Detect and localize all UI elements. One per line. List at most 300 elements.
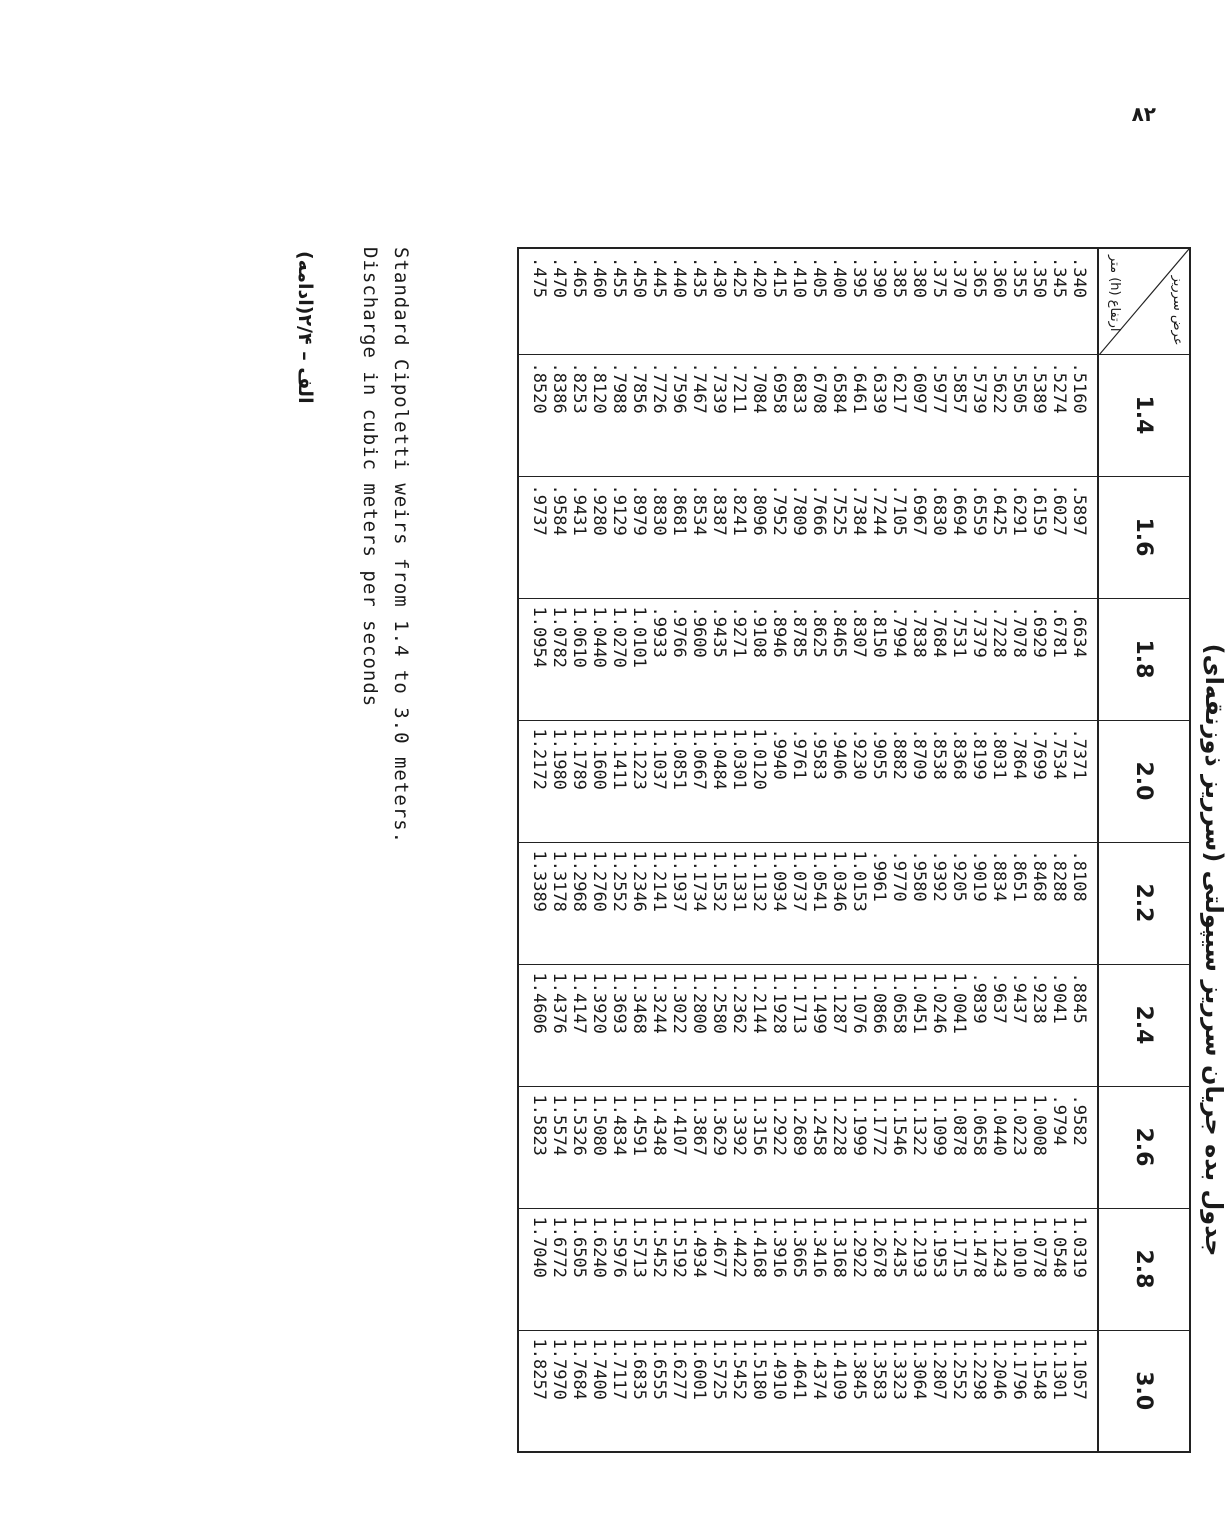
discharge-cell: .8307: [849, 598, 869, 720]
table-row: [889, 248, 909, 1452]
discharge-cell: 1.1243: [989, 1208, 1009, 1330]
discharge-cell: 1.0851: [669, 720, 689, 842]
table-row: [1049, 248, 1069, 1452]
discharge-cell: .9600: [689, 598, 709, 720]
table-row: [909, 248, 929, 1452]
discharge-cell: 1.1734: [689, 842, 709, 964]
discharge-cell: 1.5452: [729, 1330, 749, 1452]
discharge-cell: 1.0610: [569, 598, 589, 720]
discharge-cell: 1.1499: [809, 964, 829, 1086]
discharge-cell: .5897: [1069, 476, 1098, 598]
discharge-cell: 1.1478: [969, 1208, 989, 1330]
discharge-cell: 1.0667: [689, 720, 709, 842]
table-row: [669, 248, 689, 1452]
discharge-cell: 1.5326: [569, 1086, 589, 1208]
discharge-cell: 1.3168: [829, 1208, 849, 1330]
table-row: [789, 248, 809, 1452]
discharge-cell: 1.1010: [1009, 1208, 1029, 1330]
discharge-cell: .5274: [1049, 354, 1069, 476]
column-header: 1.4: [1098, 354, 1190, 476]
height-cell: .340: [1069, 248, 1098, 354]
discharge-cell: 1.4374: [809, 1330, 829, 1452]
discharge-cell: .7211: [729, 354, 749, 476]
discharge-cell: 1.1953: [929, 1208, 949, 1330]
discharge-cell: 1.2689: [789, 1086, 809, 1208]
table-row: [949, 248, 969, 1452]
discharge-cell: .8387: [709, 476, 729, 598]
table-row: [809, 248, 829, 1452]
discharge-cell: .6217: [889, 354, 909, 476]
discharge-cell: 1.0541: [809, 842, 829, 964]
discharge-cell: .7228: [989, 598, 1009, 720]
discharge-cell: 1.3693: [609, 964, 629, 1086]
discharge-cell: 1.3845: [849, 1330, 869, 1452]
discharge-cell: 1.4910: [769, 1330, 789, 1452]
discharge-cell: .8253: [569, 354, 589, 476]
discharge-cell: 1.2435: [889, 1208, 909, 1330]
discharge-cell: .7379: [969, 598, 989, 720]
table-row: [709, 248, 729, 1452]
column-header: 2.8: [1098, 1208, 1190, 1330]
discharge-cell: 1.3920: [589, 964, 609, 1086]
discharge-cell: 1.0101: [629, 598, 649, 720]
column-header: 2.6: [1098, 1086, 1190, 1208]
discharge-cell: .7531: [949, 598, 969, 720]
discharge-cell: 1.1715: [949, 1208, 969, 1330]
discharge-cell: 1.3416: [809, 1208, 829, 1330]
discharge-cell: .8108: [1069, 842, 1098, 964]
discharge-cell: 1.0041: [949, 964, 969, 1086]
discharge-cell: .9583: [809, 720, 829, 842]
discharge-cell: 1.6001: [689, 1330, 709, 1452]
column-header: 2.2: [1098, 842, 1190, 964]
discharge-cell: 1.0120: [749, 720, 769, 842]
discharge-cell: 1.2922: [769, 1086, 789, 1208]
discharge-cell: .5622: [989, 354, 1009, 476]
header-row: [1098, 248, 1190, 1452]
discharge-cell: 1.1928: [769, 964, 789, 1086]
discharge-cell: 1.2362: [729, 964, 749, 1086]
discharge-cell: .9737: [518, 476, 549, 598]
height-label: ارتفاع (h) متر: [1107, 255, 1122, 332]
discharge-cell: .7838: [909, 598, 929, 720]
discharge-cell: .7525: [829, 476, 849, 598]
column-header: 2.4: [1098, 964, 1190, 1086]
discharge-cell: .8882: [889, 720, 909, 842]
column-header: 3.0: [1098, 1330, 1190, 1452]
discharge-cell: 1.3468: [629, 964, 649, 1086]
discharge-cell: 1.3392: [729, 1086, 749, 1208]
discharge-cell: 1.2922: [849, 1208, 869, 1330]
discharge-cell: 1.4606: [518, 964, 549, 1086]
discharge-cell: .7988: [609, 354, 629, 476]
discharge-cell: .8534: [689, 476, 709, 598]
discharge-cell: .9230: [849, 720, 869, 842]
discharge-cell: .7699: [1029, 720, 1049, 842]
discharge-cell: .5505: [1009, 354, 1029, 476]
discharge-cell: .8120: [589, 354, 609, 476]
discharge-cell: .7952: [769, 476, 789, 598]
discharge-cell: .9794: [1049, 1086, 1069, 1208]
discharge-cell: .6339: [869, 354, 889, 476]
discharge-cell: .9584: [549, 476, 569, 598]
discharge-cell: 1.4677: [709, 1208, 729, 1330]
table-row: [609, 248, 629, 1452]
caption-line-2: Discharge in cubic meters per seconds: [359, 247, 381, 708]
discharge-cell: .6634: [1069, 598, 1098, 720]
discharge-cell: 1.1099: [929, 1086, 949, 1208]
table-row: [769, 248, 789, 1452]
table-row: [689, 248, 709, 1452]
discharge-cell: .7856: [629, 354, 649, 476]
discharge-cell: 1.4107: [669, 1086, 689, 1208]
table-title: جدول بده جريان سرريز سيپولتى (سرريز ذوزنقه‌اى): [1200, 643, 1228, 1257]
discharge-cell: 1.0153: [849, 842, 869, 964]
discharge-cell: 1.2228: [829, 1086, 849, 1208]
discharge-cell: .6291: [1009, 476, 1029, 598]
discharge-cell: .6833: [789, 354, 809, 476]
discharge-cell: 1.1132: [749, 842, 769, 964]
height-cell: .375: [929, 248, 949, 354]
discharge-cell: .9580: [909, 842, 929, 964]
discharge-cell: 1.6240: [589, 1208, 609, 1330]
discharge-cell: .6159: [1029, 476, 1049, 598]
discharge-cell: 1.6505: [569, 1208, 589, 1330]
discharge-cell: .6929: [1029, 598, 1049, 720]
discharge-cell: 1.0451: [909, 964, 929, 1086]
column-header: 1.6: [1098, 476, 1190, 598]
height-cell: .385: [889, 248, 909, 354]
discharge-cell: .6027: [1049, 476, 1069, 598]
discharge-cell: 1.1796: [1009, 1330, 1029, 1452]
height-cell: .365: [969, 248, 989, 354]
discharge-cell: .8834: [989, 842, 1009, 964]
table-row: [869, 248, 889, 1452]
discharge-cell: .7534: [1049, 720, 1069, 842]
height-cell: .455: [609, 248, 629, 354]
discharge-cell: 1.7684: [569, 1330, 589, 1452]
discharge-cell: 1.4376: [549, 964, 569, 1086]
discharge-cell: .7596: [669, 354, 689, 476]
discharge-cell: 1.1331: [729, 842, 749, 964]
discharge-cell: 1.2580: [709, 964, 729, 1086]
discharge-cell: .9637: [989, 964, 1009, 1086]
table-row: [969, 248, 989, 1452]
discharge-cell: .9238: [1029, 964, 1049, 1086]
height-cell: .370: [949, 248, 969, 354]
discharge-cell: 1.3064: [909, 1330, 929, 1452]
discharge-cell: 1.2193: [909, 1208, 929, 1330]
discharge-cell: 1.1713: [789, 964, 809, 1086]
discharge-cell: 1.1223: [629, 720, 649, 842]
height-cell: .405: [809, 248, 829, 354]
table-row: [569, 248, 589, 1452]
discharge-cell: 1.2968: [569, 842, 589, 964]
discharge-cell: 1.0878: [949, 1086, 969, 1208]
discharge-cell: .6708: [809, 354, 829, 476]
discharge-cell: 1.4422: [729, 1208, 749, 1330]
discharge-cell: .6559: [969, 476, 989, 598]
discharge-cell: 1.6277: [669, 1330, 689, 1452]
rotated-page-content: [218, 215, 1228, 1505]
discharge-cell: .9839: [969, 964, 989, 1086]
table-row: [649, 248, 669, 1452]
discharge-cell: 1.4109: [829, 1330, 849, 1452]
discharge-cell: 1.2552: [949, 1330, 969, 1452]
discharge-cell: .9933: [649, 598, 669, 720]
table-row: [929, 248, 949, 1452]
discharge-cell: .6830: [929, 476, 949, 598]
discharge-cell: 1.7970: [549, 1330, 569, 1452]
discharge-cell: .9392: [929, 842, 949, 964]
height-cell: .355: [1009, 248, 1029, 354]
discharge-cell: .7384: [849, 476, 869, 598]
discharge-cell: .6584: [829, 354, 849, 476]
discharge-cell: .9205: [949, 842, 969, 964]
discharge-cell: .7994: [889, 598, 909, 720]
height-cell: .445: [649, 248, 669, 354]
discharge-cell: .8199: [969, 720, 989, 842]
discharge-cell: 1.3178: [549, 842, 569, 964]
discharge-cell: 1.0440: [989, 1086, 1009, 1208]
discharge-cell: 1.5452: [649, 1208, 669, 1330]
discharge-cell: 1.1532: [709, 842, 729, 964]
discharge-cell: 1.7400: [589, 1330, 609, 1452]
discharge-cell: 1.2144: [749, 964, 769, 1086]
discharge-cell: .7105: [889, 476, 909, 598]
discharge-cell: .7666: [809, 476, 829, 598]
discharge-cell: 1.0866: [869, 964, 889, 1086]
discharge-cell: 1.0440: [589, 598, 609, 720]
discharge-cell: 1.3244: [649, 964, 669, 1086]
column-header: 1.8: [1098, 598, 1190, 720]
discharge-cell: .8625: [809, 598, 829, 720]
height-cell: .450: [629, 248, 649, 354]
height-cell: .435: [689, 248, 709, 354]
discharge-cell: .7244: [869, 476, 889, 598]
discharge-cell: .9280: [589, 476, 609, 598]
discharge-cell: 1.1322: [909, 1086, 929, 1208]
discharge-cell: 1.3583: [869, 1330, 889, 1452]
discharge-cell: 1.3665: [789, 1208, 809, 1330]
discharge-cell: 1.0270: [609, 598, 629, 720]
discharge-cell: 1.2678: [869, 1208, 889, 1330]
discharge-cell: 1.3389: [518, 842, 549, 964]
discharge-cell: 1.2807: [929, 1330, 949, 1452]
discharge-cell: 1.1546: [889, 1086, 909, 1208]
discharge-cell: .7078: [1009, 598, 1029, 720]
discharge-cell: .9961: [869, 842, 889, 964]
discharge-cell: .5160: [1069, 354, 1098, 476]
table-row: [1029, 248, 1049, 1452]
discharge-cell: .8368: [949, 720, 969, 842]
discharge-cell: 1.7117: [609, 1330, 629, 1452]
table-row: [849, 248, 869, 1452]
discharge-cell: 1.1057: [1069, 1330, 1098, 1452]
table-row: [1069, 248, 1098, 1452]
discharge-cell: 1.5080: [589, 1086, 609, 1208]
discharge-cell: .6694: [949, 476, 969, 598]
height-cell: .470: [549, 248, 569, 354]
discharge-cell: 1.2298: [969, 1330, 989, 1452]
table-row: [989, 248, 1009, 1452]
discharge-cell: .8465: [829, 598, 849, 720]
discharge-cell: 1.0484: [709, 720, 729, 842]
table-row: [629, 248, 649, 1452]
discharge-cell: 1.0737: [789, 842, 809, 964]
table-row: [589, 248, 609, 1452]
discharge-cell: 1.5180: [749, 1330, 769, 1452]
discharge-cell: .6781: [1049, 598, 1069, 720]
discharge-cell: 1.1411: [609, 720, 629, 842]
height-cell: .440: [669, 248, 689, 354]
discharge-cell: 1.4641: [789, 1330, 809, 1452]
height-cell: .420: [749, 248, 769, 354]
discharge-cell: 1.1999: [849, 1086, 869, 1208]
discharge-cell: 1.0346: [829, 842, 849, 964]
discharge-cell: .6425: [989, 476, 1009, 598]
discharge-cell: 1.6835: [629, 1330, 649, 1452]
height-cell: .380: [909, 248, 929, 354]
discharge-cell: 1.1600: [589, 720, 609, 842]
discharge-cell: 1.5725: [709, 1330, 729, 1452]
discharge-cell: .9129: [609, 476, 629, 598]
discharge-cell: .5977: [929, 354, 949, 476]
discharge-cell: .8681: [669, 476, 689, 598]
discharge-cell: 1.2458: [809, 1086, 829, 1208]
discharge-cell: .9437: [1009, 964, 1029, 1086]
discharge-cell: 1.0223: [1009, 1086, 1029, 1208]
discharge-cell: 1.6772: [549, 1208, 569, 1330]
height-cell: .410: [789, 248, 809, 354]
discharge-cell: .7809: [789, 476, 809, 598]
table-row: [749, 248, 769, 1452]
discharge-cell: 1.7040: [518, 1208, 549, 1330]
table-body: [518, 248, 1098, 1452]
discharge-cell: .7467: [689, 354, 709, 476]
page-number: ۸۲: [1131, 102, 1156, 126]
discharge-cell: .6461: [849, 354, 869, 476]
height-cell: .390: [869, 248, 889, 354]
discharge-cell: 1.1772: [869, 1086, 889, 1208]
table-row: [829, 248, 849, 1452]
discharge-cell: 1.5574: [549, 1086, 569, 1208]
discharge-cell: 1.1037: [649, 720, 669, 842]
discharge-cell: .8241: [729, 476, 749, 598]
discharge-cell: 1.5823: [518, 1086, 549, 1208]
discharge-cell: .9406: [829, 720, 849, 842]
height-cell: .425: [729, 248, 749, 354]
width-label: عرض سرريز: [1170, 275, 1185, 346]
discharge-cell: 1.0548: [1049, 1208, 1069, 1330]
discharge-cell: 1.0301: [729, 720, 749, 842]
height-cell: .395: [849, 248, 869, 354]
discharge-cell: .9435: [709, 598, 729, 720]
discharge-cell: .8845: [1069, 964, 1098, 1086]
discharge-cell: .8520: [518, 354, 549, 476]
height-cell: .400: [829, 248, 849, 354]
discharge-cell: 1.8257: [518, 1330, 549, 1452]
discharge-cell: 1.4591: [629, 1086, 649, 1208]
discharge-cell: 1.3916: [769, 1208, 789, 1330]
height-cell: .345: [1049, 248, 1069, 354]
discharge-cell: .9041: [1049, 964, 1069, 1086]
discharge-cell: 1.2552: [609, 842, 629, 964]
discharge-cell: 1.3629: [709, 1086, 729, 1208]
discharge-cell: 1.1287: [829, 964, 849, 1086]
discharge-cell: .8150: [869, 598, 889, 720]
discharge-cell: 1.2046: [989, 1330, 1009, 1452]
discharge-cell: 1.1076: [849, 964, 869, 1086]
discharge-cell: 1.4834: [609, 1086, 629, 1208]
discharge-cell: .7371: [1069, 720, 1098, 842]
discharge-cell: .8096: [749, 476, 769, 598]
discharge-cell: 1.1980: [549, 720, 569, 842]
discharge-cell: .9431: [569, 476, 589, 598]
height-cell: .460: [589, 248, 609, 354]
discharge-cell: .5389: [1029, 354, 1049, 476]
discharge-cell: 1.4147: [569, 964, 589, 1086]
discharge-cell: 1.0778: [1029, 1208, 1049, 1330]
discharge-cell: 1.0658: [889, 964, 909, 1086]
discharge-cell: 1.0246: [929, 964, 949, 1086]
discharge-cell: 1.2800: [689, 964, 709, 1086]
discharge-cell: .7084: [749, 354, 769, 476]
discharge-cell: .9019: [969, 842, 989, 964]
discharge-cell: .5857: [949, 354, 969, 476]
height-cell: .430: [709, 248, 729, 354]
discharge-cell: .9582: [1069, 1086, 1098, 1208]
discharge-cell: 1.5976: [609, 1208, 629, 1330]
discharge-cell: 1.0782: [549, 598, 569, 720]
discharge-cell: 1.0008: [1029, 1086, 1049, 1208]
discharge-table: [517, 247, 1191, 1453]
height-cell: .475: [518, 248, 549, 354]
discharge-cell: 1.0658: [969, 1086, 989, 1208]
height-cell: .350: [1029, 248, 1049, 354]
discharge-cell: .8709: [909, 720, 929, 842]
caption: [354, 247, 416, 844]
discharge-cell: .8946: [769, 598, 789, 720]
discharge-cell: .8386: [549, 354, 569, 476]
discharge-cell: 1.2172: [518, 720, 549, 842]
discharge-cell: 1.3156: [749, 1086, 769, 1208]
discharge-cell: 1.6555: [649, 1330, 669, 1452]
discharge-cell: .8830: [649, 476, 669, 598]
discharge-cell: 1.4934: [689, 1208, 709, 1330]
discharge-cell: 1.0954: [518, 598, 549, 720]
table-row: [518, 248, 549, 1452]
discharge-cell: .9770: [889, 842, 909, 964]
discharge-cell: .5739: [969, 354, 989, 476]
table-row: [549, 248, 569, 1452]
discharge-cell: 1.0319: [1069, 1208, 1098, 1330]
discharge-cell: .8785: [789, 598, 809, 720]
corner-cell: [1098, 248, 1190, 354]
discharge-cell: .9271: [729, 598, 749, 720]
height-cell: .415: [769, 248, 789, 354]
discharge-cell: 1.4168: [749, 1208, 769, 1330]
discharge-cell: 1.1937: [669, 842, 689, 964]
discharge-cell: .8651: [1009, 842, 1029, 964]
discharge-cell: .9766: [669, 598, 689, 720]
discharge-cell: 1.2346: [629, 842, 649, 964]
discharge-cell: 1.1789: [569, 720, 589, 842]
discharge-cell: .8538: [929, 720, 949, 842]
discharge-cell: 1.4348: [649, 1086, 669, 1208]
discharge-cell: .6967: [909, 476, 929, 598]
discharge-cell: .8979: [629, 476, 649, 598]
